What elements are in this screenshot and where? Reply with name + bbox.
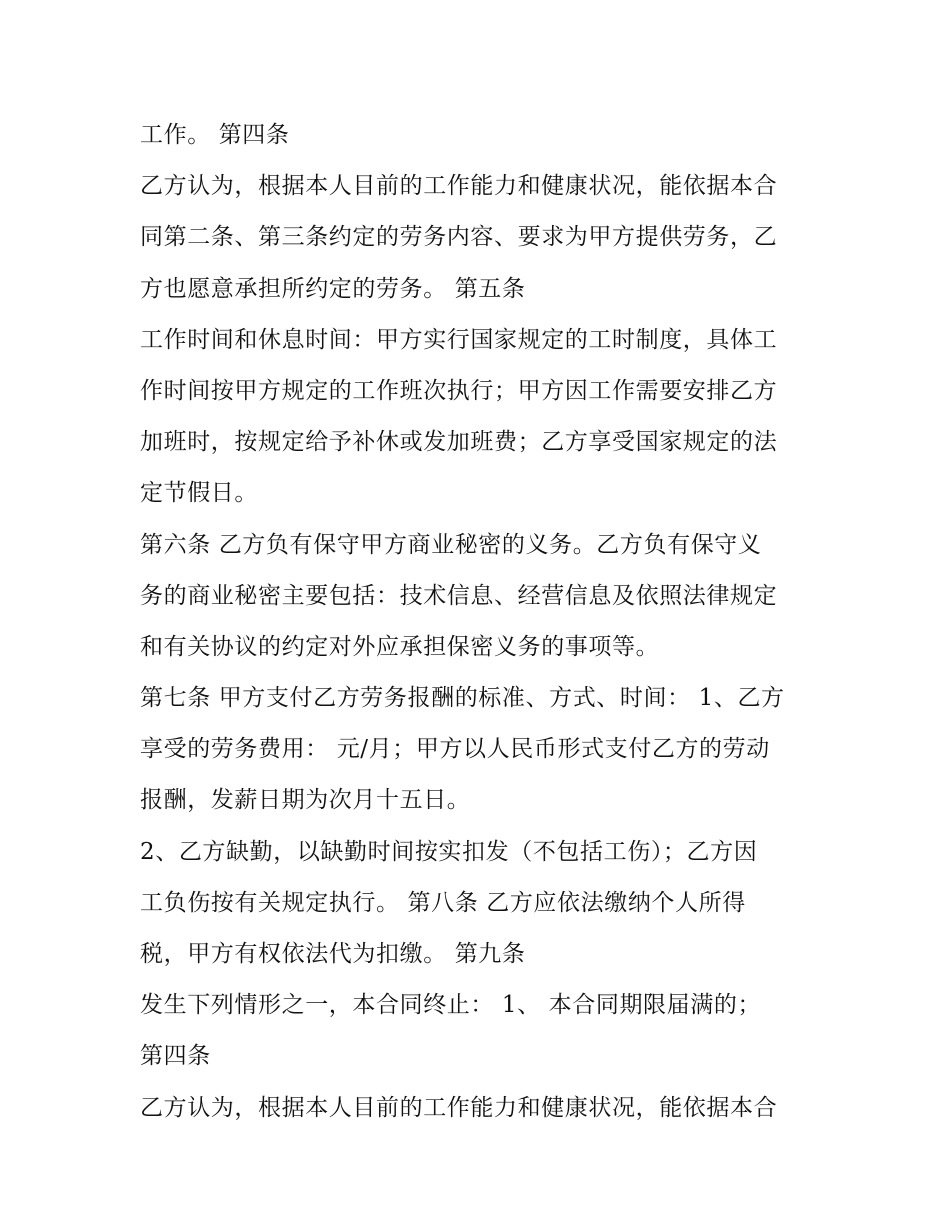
text-line: 第四条 xyxy=(140,1043,211,1070)
text-line: 2、乙方缺勤，以缺勤时间按实扣发（不包括工伤）；乙方因 xyxy=(140,838,758,865)
text-line: 第七条 甲方支付乙方劳务报酬的标准、方式、时间： 1、乙方 xyxy=(140,685,785,712)
text-line: 第六条 乙方负有保守甲方商业秘密的义务。乙方负有保守义 xyxy=(140,531,762,558)
text-line: 报酬，发薪日期为次月十五日。 xyxy=(140,787,471,814)
text-line: 税，甲方有权依法代为扣缴。 第九条 xyxy=(140,941,526,967)
text-line: 乙方认为，根据本人目前的工作能力和健康状况，能依据本合 xyxy=(140,173,778,200)
text-line: 方也愿意承担所约定的劳务。 第五条 xyxy=(140,275,526,302)
text-line: 务的商业秘密主要包括：技术信息、经营信息及依照法律规定 xyxy=(140,582,778,609)
text-line: 工负伤按有关规定执行。 第八条 乙方应依法缴纳个人所得 xyxy=(140,889,746,916)
text-line: 工作。 第四条 xyxy=(140,122,290,148)
text-line: 和有关协议的约定对外应承担保密义务的事项等。 xyxy=(140,633,660,660)
text-line: 发生下列情形之一，本合同终止： 1、 本合同期限届满的； xyxy=(140,992,762,1019)
text-line: 乙方认为，根据本人目前的工作能力和健康状况，能依据本合 xyxy=(140,1094,778,1121)
text-line: 同第二条、第三条约定的劳务内容、要求为甲方提供劳务，乙 xyxy=(140,224,778,251)
text-line: 享受的劳务费用： 元/月；甲方以人民币形式支付乙方的劳动 xyxy=(140,736,770,763)
text-line: 作时间按甲方规定的工作班次执行；甲方因工作需要安排乙方 xyxy=(140,377,778,404)
text-line: 工作时间和休息时间：甲方实行国家规定的工时制度，具体工 xyxy=(140,326,778,353)
text-line: 定节假日。 xyxy=(140,480,258,507)
text-line: 加班时，按规定给予补休或发加班费；乙方享受国家规定的法 xyxy=(140,429,778,456)
contract-text-body xyxy=(140,110,820,1134)
